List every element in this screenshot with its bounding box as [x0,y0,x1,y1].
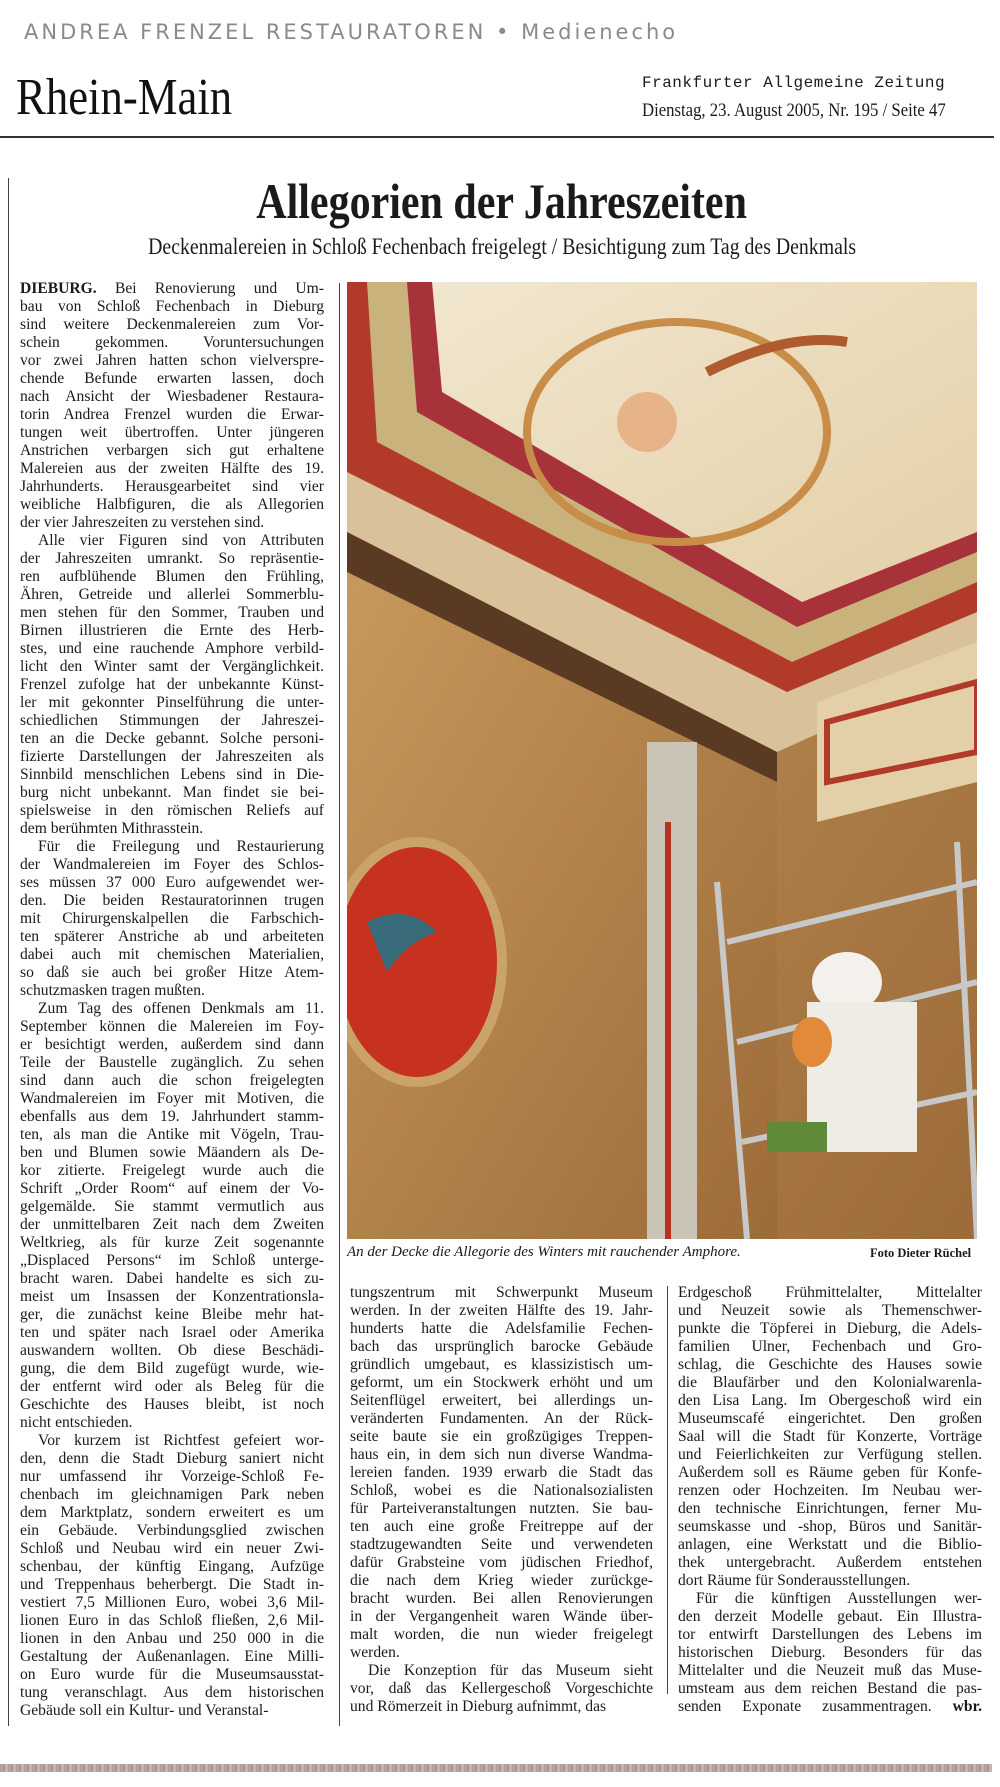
author-signature: wbr. [952,1698,982,1715]
text-line: ses müssen 37 000 Euro aufgewendet wer- [20,874,324,891]
column-divider [339,283,340,1726]
text-line: die nach dem Krieg wieder zurückge- [350,1572,653,1589]
text-line: Teile der Baustelle zugänglich. Zu sehen [20,1054,324,1071]
text-line: ten, als man die Antike mit Vögeln, Trau- [20,1126,324,1143]
photo-caption: An der Decke die Allegorie des Winters mit rauchender Amphore. [347,1244,741,1260]
text-line: geformt, um ein Stockwerk erhöht und um [350,1374,653,1391]
text-line: meist um Insassen der Konzentrationsla- [20,1288,324,1305]
text-line: Schloß und Neubau wird ein neuer Zwi- [20,1540,324,1557]
text-line: senden Exponate zusammentragen. wbr. [678,1698,982,1715]
text-line: torin Andrea Frenzel wurden die Erwar- [20,406,324,423]
text-line: schein gekommen. Voruntersuchungen [20,334,324,351]
text-line: haus ein, in dem sich nun diverse Wandma- [350,1446,653,1463]
text-line: veränderten Fundamenten. An der Rück- [350,1410,653,1427]
text-line: Die Konzeption für das Museum sieht [368,1662,653,1679]
text-line: bracht waren. Dabei handelte es sich zu- [20,1270,324,1287]
article-column-1 [20,280,324,1720]
text-line: Für die Freilegung und Restaurierung [38,838,324,855]
text-line: Für die künftigen Ausstellungen wer- [696,1590,982,1607]
text-line: renzen oder Hochzeiten. Im Neubau wer- [678,1482,982,1499]
text-line: Anstrichen verbargen sich gut erhaltene [20,442,324,459]
text-line: vor zwei Jahren hatten schon vielverspre- [20,352,324,369]
article-paragraph [20,280,324,532]
text-line: sind dann auch die schon freigelegten [20,1072,324,1089]
text-line: on Euro wurde für die Museumsausstat- [20,1666,324,1683]
text-line: vestiert 7,5 Millionen Euro, wobei 3,6 Mil- [20,1594,324,1611]
text-line: DIEBURG. Bei Renovierung und Um- [20,280,324,297]
text-line: der entfernt wird oder als Beleg für die [20,1378,324,1395]
text-line: in der Vergangenheit waren Wände über- [350,1608,653,1625]
text-line: Ähren, Getreide und allerlei Sommerblu- [20,586,324,603]
text-line: malt worden, die nun wieder freigelegt [350,1626,653,1643]
text-line: schutzmasken tragen mußten. [20,982,205,999]
text-line: ten auch eine große Freitreppe auf der [350,1518,653,1535]
text-line: seite baute sie ein großzügiges Treppen- [350,1428,653,1445]
left-border-rule [8,178,9,1726]
text-line: dem berühmten Mithrasstein. [20,820,204,837]
text-line: den technische Einrichtungen, ferner Mu- [678,1500,982,1517]
text-line: bracht wurden. Bei allen Renovierungen [350,1590,653,1607]
text-line: mit Chirurgenskalpellen die Farbschich- [20,910,324,927]
text-line: vor, daß das Kellergeschoß Vorgeschichte [350,1680,653,1697]
text-line: gung, die dem Bild zugefügt wurde, wie- [20,1360,324,1377]
text-line: lereien fanden. 1939 erwarb die Stadt das [350,1464,653,1481]
text-line: ein Gebäude. Verbindungsglied zwischen [20,1522,324,1539]
text-line: Birnen illustrieren die Ernte des Herb- [20,622,324,639]
text-line: chende Befunde erwarten lassen, doch [20,370,324,387]
text-line: tung veranschlagt. Aus dem historischen [20,1684,324,1701]
issue-dateline: Dienstag, 23. August 2005, Nr. 195 / Seite 47 [642,100,946,121]
text-line: so daß sie auch bei großer Hitze Atem- [20,964,324,981]
text-line: dafür Grabsteine vom jüdischen Friedhof, [350,1554,653,1571]
article-paragraph [20,1000,324,1432]
text-line: weibliche Halbfiguren, die als Allegorien [20,496,324,513]
text-line: Gebäude soll ein Kultur- und Veranstal- [20,1702,269,1719]
text-line: der vier Jahreszeiten zu verstehen sind. [20,514,265,531]
text-line: Frenzel zufolge hat der unbekannte Künst- [20,676,324,693]
text-line: Saal will die Stadt für Konzerte, Vorträge [678,1428,982,1445]
text-line: den Lisa Lang. Im Obergeschoß wird ein [678,1392,982,1409]
article-subheadline: Deckenmalereien in Schloß Fechenbach freigelegt / Besichtigung zum Tag des Denkmals [148,234,857,259]
text-line: Seitenflügel erweitert, bei allerdings un- [350,1392,653,1409]
text-line: Wandmalereien im Foyer mit Motiven, die [20,1090,324,1107]
clipping-source-header: ANDREA FRENZEL RESTAURATOREN • Medienecho [24,20,679,44]
text-line: familien Ulner, Fechenbach und Gro- [678,1338,982,1355]
text-line: und Römerzeit in Dieburg aufnimmt, das [350,1698,607,1715]
text-line: gelgemälde. Sie stammt vermutlich aus [20,1198,324,1215]
text-line: bau von Schloß Fechenbach in Dieburg [20,298,324,315]
text-line: licht den Winter samt der Vergänglichkeit. [20,658,324,675]
text-line: ger, die zunächst keine Bleibe mehr hat- [20,1306,324,1323]
article-paragraph [20,838,324,1000]
text-line: schlag, die Geschichte des Hauses sowie [678,1356,982,1373]
article-paragraph [350,1284,653,1662]
text-line: ten späterer Anstriche ab und arbeiteten [20,928,324,945]
text-line: tor entwirft Darstellungen des Lebens im [678,1626,982,1643]
text-line: den. Die beiden Restauratorinnen trugen [20,892,324,909]
photo-credit: Foto Dieter Rüchel [870,1246,972,1260]
bottom-border-stripe [0,1764,992,1772]
text-line: die Blaufärber und den Kolonialwarenla- [678,1374,982,1391]
text-line: hunderts hatte die Adelsfamilie Fechen- [350,1320,653,1337]
text-line: der Wandmalereien im Foyer des Schlos- [20,856,324,873]
text-line: Malereien aus der zweiten Hälfte des 19. [20,460,324,477]
text-line: bach das ursprünglich barocke Gebäude [350,1338,653,1355]
ceiling-painting-image [347,282,977,1239]
text-line: ler mit gekonnter Pinselführung die unter- [20,694,324,711]
text-line: Geschichte des Hauses bleibt, ist noch [20,1396,324,1413]
text-line: stes, und eine rauchende Amphore verbild- [20,640,324,657]
text-line: dort Räume für Sonderausstellungen. [678,1572,911,1589]
text-line: men stehen für den Sommer, Trauben und [20,604,324,621]
text-line: nach Ansicht der Wiesbadener Restaura- [20,388,324,405]
article-column-3 [678,1284,982,1716]
text-line: „Displaced Persons“ im Schloß unterge- [20,1252,324,1269]
text-line: burg nicht unbekannt. Man findet sie bei- [20,784,324,801]
article-paragraph [678,1590,982,1716]
text-line: Gestaltung der Außenanlagen. Eine Milli- [20,1648,324,1665]
text-line: tungszentrum mit Schwerpunkt Museum [350,1284,653,1301]
text-line: lionen in den Anbau und 250 000 in die [20,1630,324,1647]
text-line: Vor kurzem ist Richtfest gefeiert wor- [38,1432,324,1449]
text-line: spielsweise in den römischen Reliefs auf [20,802,324,819]
text-line: der Jahreszeiten umrankt. So repräsentie- [20,550,324,567]
text-line: ren aufblühende Blumen den Frühling, [20,568,324,585]
text-line: historischen Dieburg. Besonders für das [678,1644,982,1661]
text-line: Mittelalter und die Neuzeit muß das Muse- [678,1662,982,1679]
text-line: fizierte Darstellungen der Jahreszeiten als [20,748,324,765]
article-paragraph [678,1284,982,1590]
text-line: ten an die Decke gebannt. Solche personi- [20,730,324,747]
article-headline: Allegorien der Jahreszeiten [256,173,747,229]
text-line: Museumscafé eingerichtet. Den großen [678,1410,982,1427]
text-line: Schloß, wobei es die Nationalsozialisten [350,1482,653,1499]
text-line: und Neuzeit sowie als Themenschwer- [678,1302,982,1319]
text-line: ten und später nach Israel oder Amerika [20,1324,324,1341]
article-paragraph [20,532,324,838]
text-line: schiedlichen Stimmungen der Jahreszei- [20,712,324,729]
text-line: thek untergebracht. Außerdem entstehen [678,1554,982,1571]
text-line: September können die Malereien im Foy- [20,1018,324,1035]
text-line: Zum Tag des offenen Denkmals am 11. [38,1000,324,1017]
text-line: werden. In der zweiten Hälfte des 19. Jahr- [350,1302,653,1319]
text-line: Weltkrieg, als für kurze Zeit sogenannte [20,1234,324,1251]
text-line: für Parteiveranstaltungen nutzten. Sie bau- [350,1500,653,1517]
text-line: stadtzugewandten Seite und verwendeten [350,1536,653,1553]
text-line: Alle vier Figuren sind von Attributen [38,532,324,549]
text-line: dabei auch mit chemischen Materialien, [20,946,324,963]
text-line: werden. [350,1644,400,1661]
article-paragraph [350,1662,653,1716]
text-line: Jahrhunderts. Herausgearbeitet sind vier [20,478,324,495]
text-line: er besichtigt werden, außerdem sind dann [20,1036,324,1053]
text-line: den, denn die Stadt Dieburg saniert nicht [20,1450,324,1467]
text-line: nicht entschieden. [20,1414,133,1431]
text-line: lionen Euro in das Schloß fließen, 2,6 Mil- [20,1612,324,1629]
text-line: dem Marktplatz, sondern erweitert es um [20,1504,324,1521]
text-line: schenbau, der künftig Eingang, Aufzüge [20,1558,324,1575]
section-title: Rhein-Main [16,69,233,126]
text-line: auswandern wollten. Ob diese Beschädi- [20,1342,324,1359]
newspaper-name: Frankfurter Allgemeine Zeitung [642,74,946,92]
text-line: anlagen, eine Werkstatt und die Biblio- [678,1536,982,1553]
text-line: ben und Blumen sowie Mäandern als De- [20,1144,324,1161]
text-line: chenbach im gleichnamigen Park neben [20,1486,324,1503]
text-line: Außerdem soll es Räume geben für Konfe- [678,1464,982,1481]
text-line: und Treppenhaus beherbergt. Die Stadt in- [20,1576,324,1593]
article-photo [347,282,977,1239]
text-line: den derzeit Modelle gebaut. Ein Illustra- [678,1608,982,1625]
text-line: gründlich umgebaut, es klassizistisch um- [350,1356,653,1373]
text-line: sind weitere Deckenmalereien zum Vor- [20,316,324,333]
header-rule [0,136,994,138]
article-paragraph [20,1432,324,1720]
text-line: Schrift „Order Room“ auf einem der Vo- [20,1180,324,1197]
text-line: umsteam aus dem reichen Bestand die pas- [678,1680,982,1697]
text-line: seumskasse und -shop, Büros und Sanitär- [678,1518,982,1535]
article-dateline-place: DIEBURG. [20,280,97,297]
text-line: der unmittelbaren Zeit nach dem Zweiten [20,1216,324,1233]
text-line: Erdgeschoß Frühmittelalter, Mittelalter [678,1284,982,1301]
text-line: kor zitierte. Freigelegt wurde auch die [20,1162,324,1179]
text-line: Sinnbild menschlichen Lebens sind in Die- [20,766,324,783]
text-line: und Feierlichkeiten zur Verfügung stellen. [678,1446,982,1463]
article-column-2 [350,1284,653,1716]
text-line: tungen weit übertroffen. Unter jüngeren [20,424,324,441]
column-divider [667,1286,668,1694]
text-line: nur umfassend ihr Vorzeige-Schloß Fe- [20,1468,324,1485]
text-line: ebenfalls aus dem 19. Jahrhundert stamm- [20,1108,324,1125]
text-line: punkte die Töpferei in Dieburg, die Adels- [678,1320,982,1337]
